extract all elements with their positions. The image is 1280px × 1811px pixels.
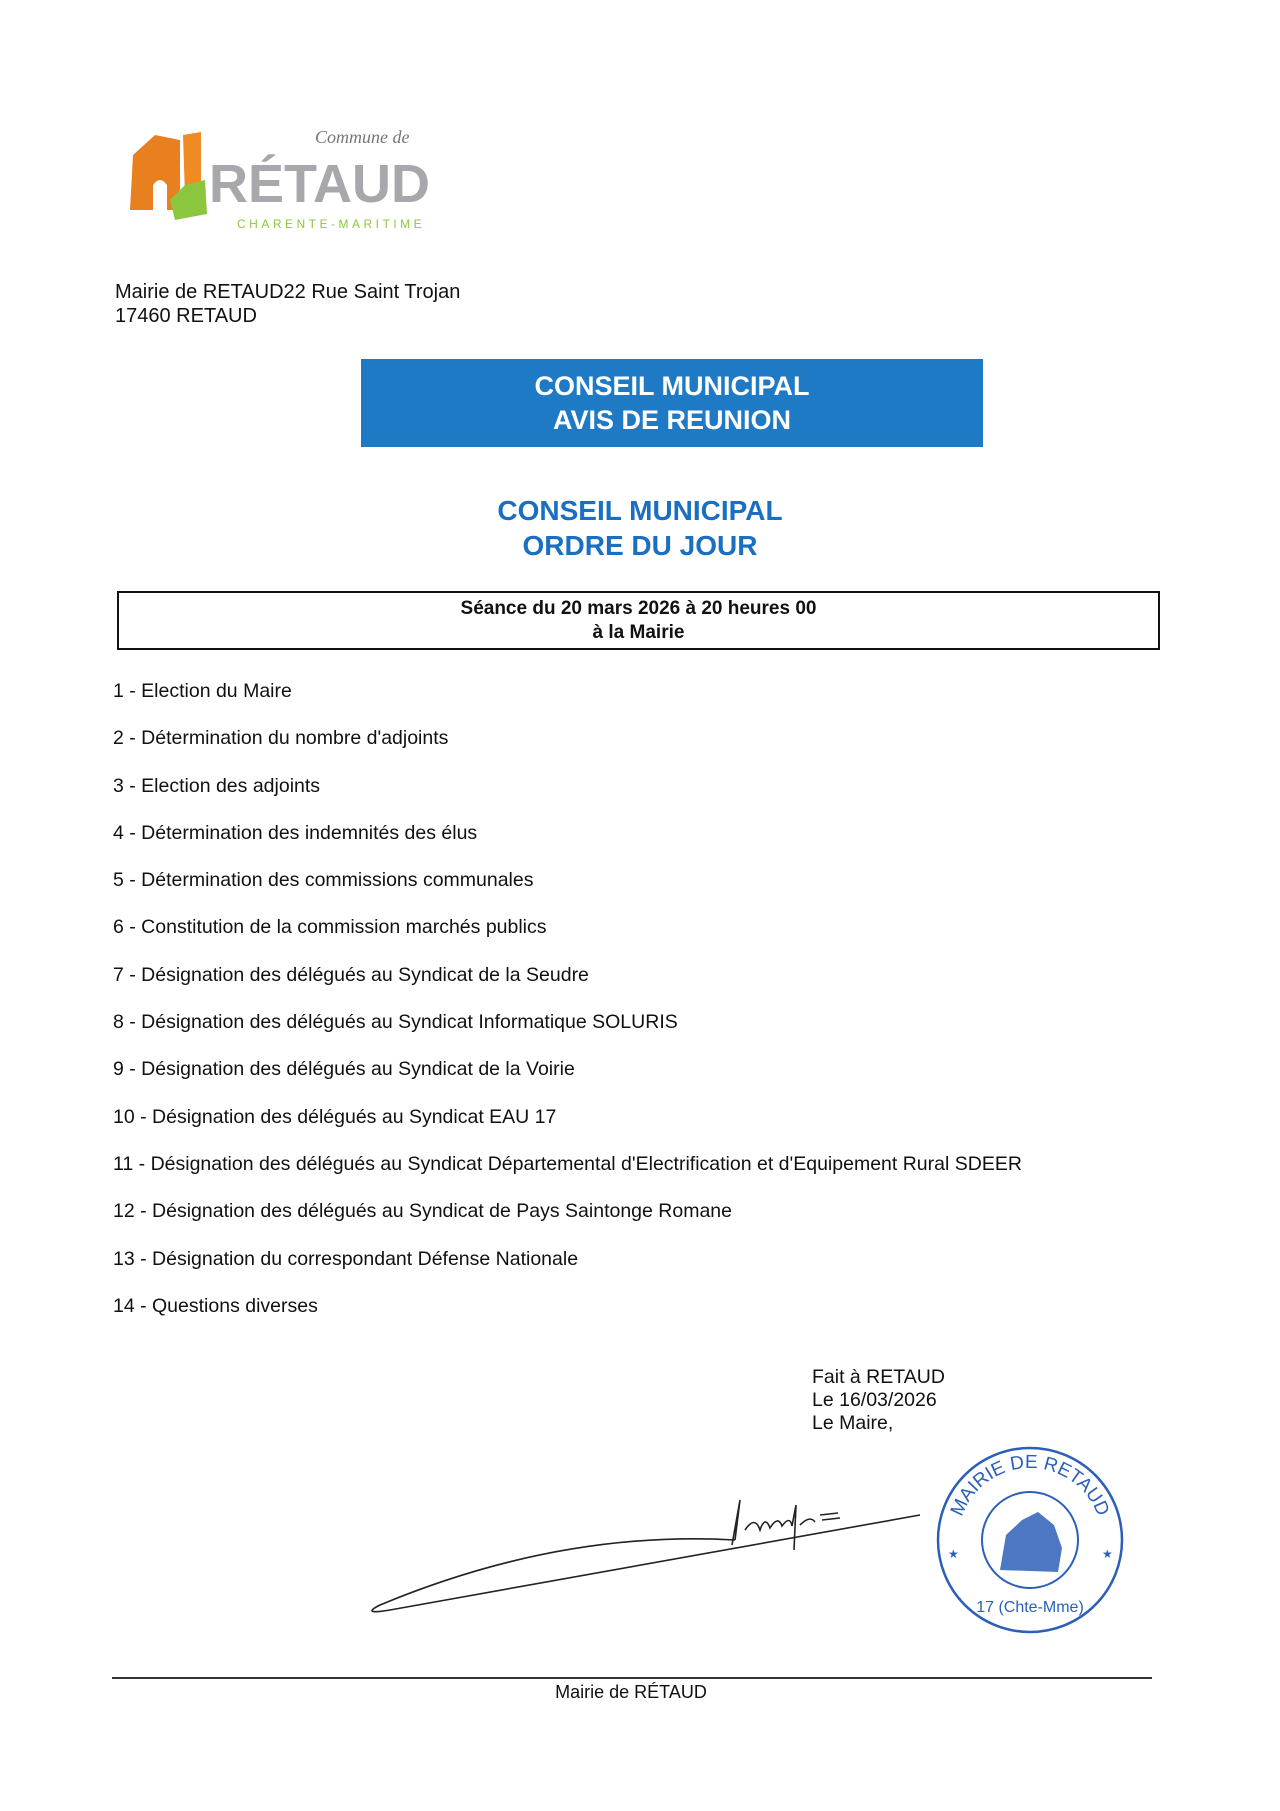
agenda-item: 6 - Constitution de la commission marchés publics — [113, 916, 547, 939]
mairie-stamp — [930, 1440, 1130, 1640]
commune-logo — [125, 126, 470, 240]
agenda-item: 12 - Désignation des délégués au Syndicat de Pays Saintonge Romane — [113, 1200, 732, 1223]
agenda-item: 14 - Questions diverses — [113, 1294, 318, 1317]
agenda-item: 9 - Désignation des délégués au Syndicat de la Voirie — [113, 1058, 575, 1081]
logo-region: CHARENTE-MARITIME — [237, 217, 426, 231]
title-line2: ORDRE DU JOUR — [522, 530, 758, 561]
agenda-item: 8 - Désignation des délégués au Syndicat Informatique SOLURIS — [113, 1011, 678, 1034]
agenda-item: 3 - Election des adjoints — [113, 774, 321, 797]
notice-banner — [361, 359, 983, 447]
svg-text:★: ★ — [948, 1547, 959, 1561]
logo-commune-de: Commune de — [315, 127, 410, 147]
agenda-item: 10 - Désignation des délégués au Syndicat EAU 17 — [113, 1105, 557, 1128]
session-place: à la Mairie — [592, 622, 685, 643]
agenda-item: 5 - Détermination des commissions communales — [113, 869, 534, 892]
agenda-item: 1 - Election du Maire — [113, 680, 292, 702]
stamp-bottom-text: 17 (Chte-Mme) — [976, 1599, 1084, 1616]
agenda-item: 11 - Désignation des délégués au Syndicat Départemental d'Electrification et d'Equipement Rural SDEER — [113, 1152, 1022, 1175]
agenda-item: 13 - Désignation du correspondant Défense Nationale — [113, 1247, 579, 1270]
agenda-title — [380, 493, 900, 563]
session-date: Séance du 20 mars 2026 à 20 heures 00 — [460, 598, 817, 619]
agenda-list — [113, 678, 1022, 1340]
handwritten-signature — [360, 1470, 940, 1620]
banner-line2: AVIS DE REUNION — [552, 405, 792, 435]
address-line1: Mairie de RETAUD22 Rue Saint Trojan — [115, 281, 461, 303]
svg-text:★: ★ — [1102, 1547, 1113, 1561]
session-box — [117, 591, 1160, 650]
footer-divider — [112, 1677, 1152, 1679]
agenda-item: 2 - Détermination du nombre d'adjoints — [113, 727, 449, 750]
sender-address — [115, 280, 460, 328]
banner-line1: CONSEIL MUNICIPAL — [534, 371, 810, 401]
agenda-item: 7 - Désignation des délégués au Syndicat de la Seudre — [113, 963, 589, 986]
stamp-top-text: MAIRIE DE RETAUD — [946, 1451, 1114, 1520]
signature-block — [812, 1366, 945, 1435]
footer-text: Mairie de RÉTAUD — [555, 1682, 707, 1702]
sign-role: Le Maire, — [812, 1412, 894, 1434]
logo-name: RÉTAUD — [209, 154, 430, 214]
address-line2: 17460 RETAUD — [115, 305, 257, 327]
agenda-item: 4 - Détermination des indemnités des élus — [113, 821, 478, 844]
title-line1: CONSEIL MUNICIPAL — [497, 495, 783, 526]
sign-date: Le 16/03/2026 — [812, 1389, 937, 1411]
sign-place: Fait à RETAUD — [812, 1366, 945, 1388]
